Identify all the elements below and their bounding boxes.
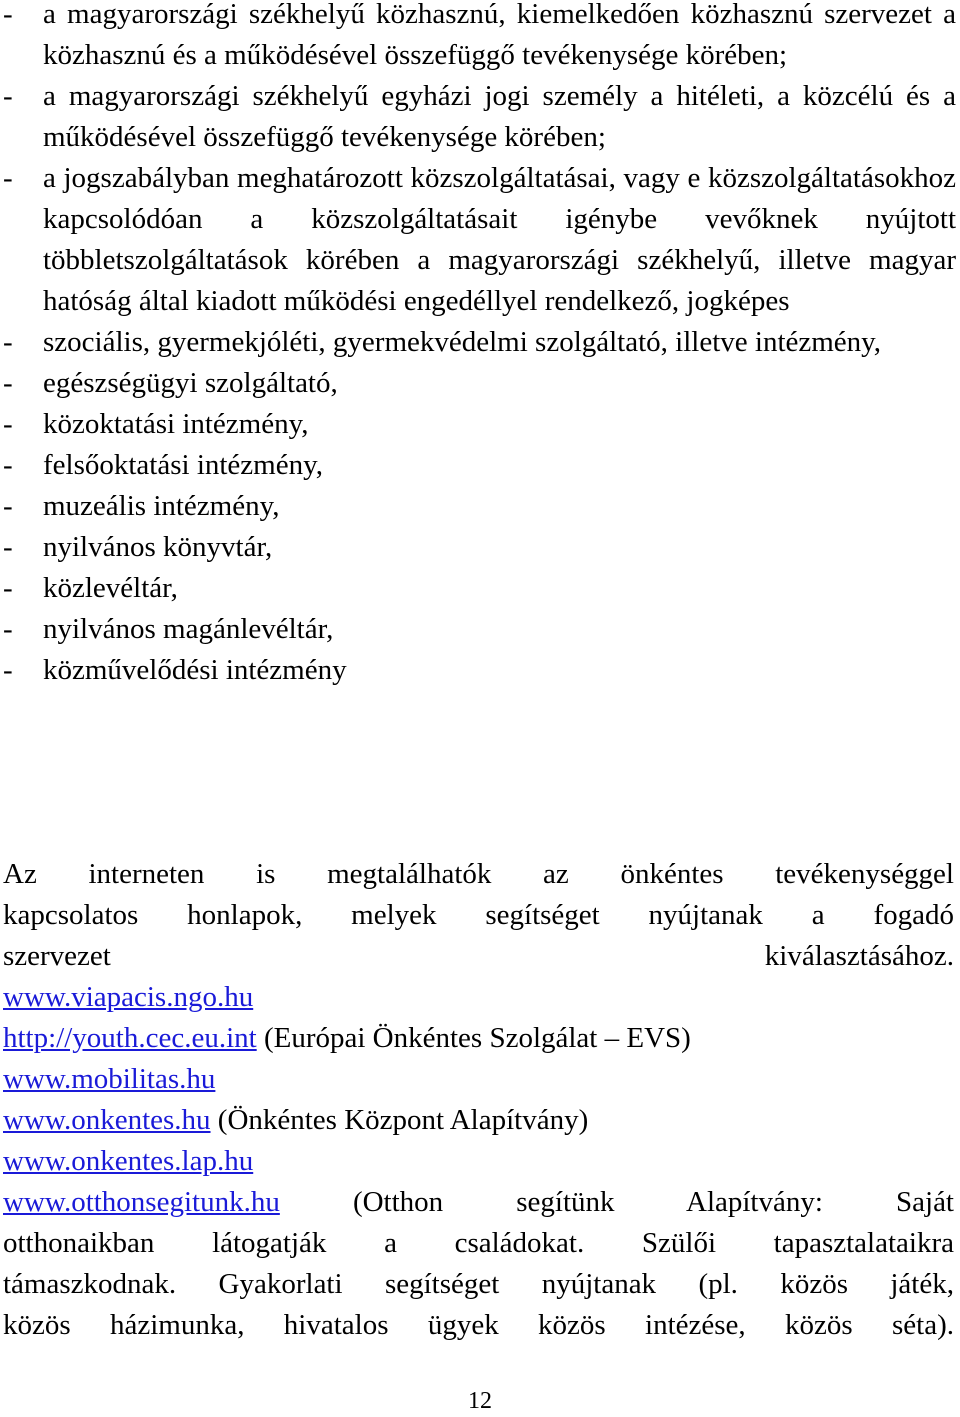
otthon-line: közös házimunka, hivatalos ügyek közös intézése, közös séta). <box>3 1309 954 1341</box>
list-item: - közművelődési intézmény <box>0 650 956 691</box>
page-number: 12 <box>468 1388 492 1414</box>
otthon-line <box>3 1182 954 1223</box>
intro-line: kapcsolatos honlapok, melyek segítséget nyújtanak a fogadó <box>3 899 954 931</box>
link-viapacis[interactable]: www.viapacis.ngo.hu <box>3 981 254 1013</box>
otthon-line: támaszkodnak. Gyakorlati segítséget nyújtanak (pl. közös játék, <box>3 1268 954 1300</box>
link-otthonsegitunk[interactable]: www.otthonsegitunk.hu <box>3 1186 280 1218</box>
link-onkentes-lap[interactable]: www.onkentes.lap.hu <box>3 1145 254 1177</box>
eligible-organizations-list <box>0 0 956 691</box>
link-mobilitas[interactable]: www.mobilitas.hu <box>3 1063 216 1095</box>
list-item: - muzeális intézmény, <box>0 486 956 527</box>
link-note: (Önkéntes Központ Alapítvány) <box>210 1104 589 1136</box>
link-line <box>3 1141 954 1182</box>
list-item: - a magyarországi székhelyű egyházi jogi személy a hitéleti, a közcélú és a működésével összefüggő tevékenysége körében; <box>0 76 956 158</box>
list-item: - közoktatási intézmény, <box>0 404 956 445</box>
list-item: - szociális, gyermekjóléti, gyermekvédelmi szolgáltató, illetve intézmény, <box>0 322 956 363</box>
link-line <box>3 1018 954 1059</box>
list-item: - felsőoktatási intézmény, <box>0 445 956 486</box>
list-item: - a jogszabályban meghatározott közszolgáltatásai, vagy e közszolgáltatásokhoz kapcsolódóan a közszolgáltatásait igénybe vevőknek nyújtott többletszolgáltatások körében a magyarországi székhelyű, illetve magyar hatóság által kiadott működési engedéllyel rendelkező, jogképes <box>0 158 956 322</box>
list-item: - egészségügyi szolgáltató, <box>0 363 956 404</box>
link-youth-cec[interactable]: http://youth.cec.eu.int <box>3 1022 257 1054</box>
link-line <box>3 977 954 1018</box>
list-item: - nyilvános magánlevéltár, <box>0 609 956 650</box>
link-note: (Európai Önkéntes Szolgálat – EVS) <box>256 1022 691 1054</box>
list-item: - nyilvános könyvtár, <box>0 527 956 568</box>
list-item: - a magyarországi székhelyű közhasznú, kiemelkedően közhasznú szervezet a közhasznú és a működésével összefüggő tevékenysége körében; <box>0 0 956 76</box>
link-line <box>3 1059 954 1100</box>
volunteer-websites-section <box>3 854 954 1346</box>
otthon-description-start: (Otthon segítünk Alapítvány: Saját <box>352 1186 954 1218</box>
intro-line: Az interneten is megtalálhatók az önkéntes tevékenységgel <box>3 858 954 890</box>
intro-line: szervezet kiválasztásához. <box>3 940 954 972</box>
list-item: - közlevéltár, <box>0 568 956 609</box>
otthon-line: otthonaikban látogatják a családokat. Szülői tapasztalataikra <box>3 1227 954 1259</box>
link-onkentes[interactable]: www.onkentes.hu <box>3 1104 211 1136</box>
link-line <box>3 1100 954 1141</box>
